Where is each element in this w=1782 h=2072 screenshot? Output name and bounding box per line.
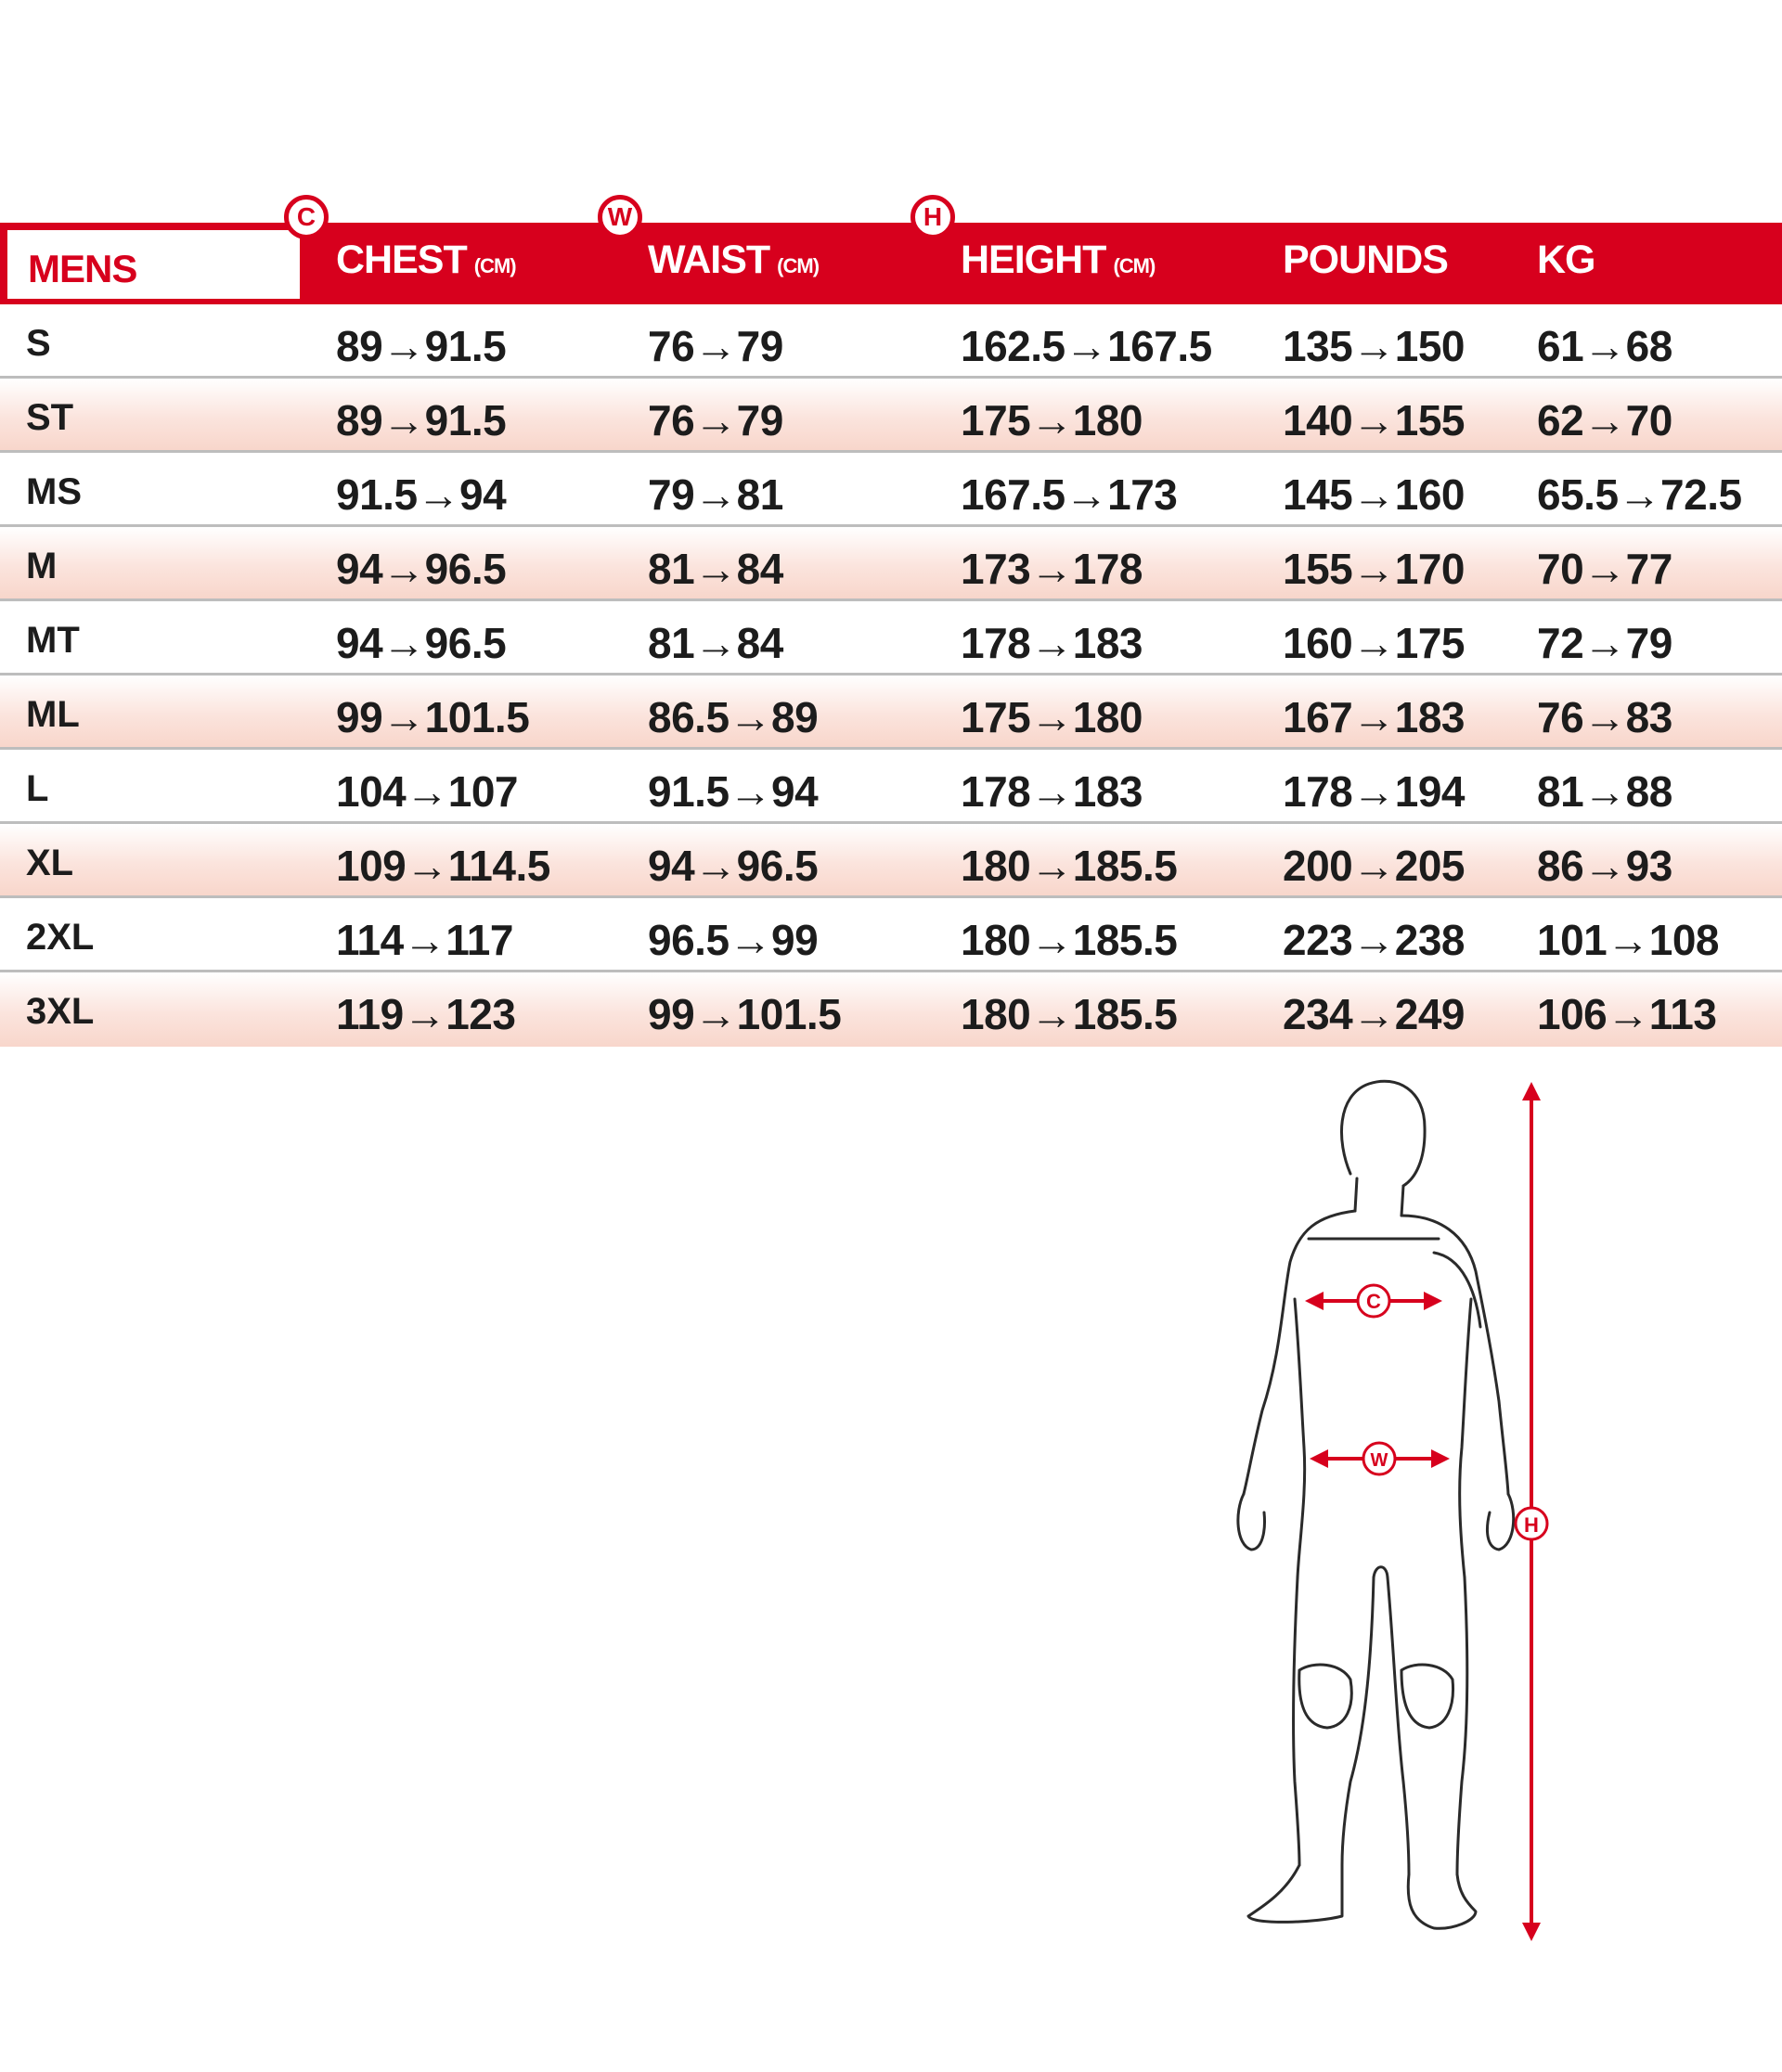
kg-cell: 61→68 xyxy=(1537,322,1672,370)
height-cell: 178→183 xyxy=(961,767,1143,816)
waist-cell: 96.5→99 xyxy=(648,916,819,964)
table-body xyxy=(0,304,1782,1047)
height-header xyxy=(961,238,1155,283)
size-chart-table xyxy=(0,195,1782,1047)
size-cell: 2XL xyxy=(26,917,95,958)
wetsuit-figure-outline xyxy=(1238,1081,1514,1928)
kg-cell: 101→108 xyxy=(1537,916,1719,964)
waist-cell: 86.5→89 xyxy=(648,693,819,741)
kg-cell: 86→93 xyxy=(1537,842,1672,890)
waist-header-unit: (CM) xyxy=(777,254,820,277)
height-cell: 167.5→173 xyxy=(961,470,1178,519)
size-cell: 3XL xyxy=(26,991,95,1032)
waist-badge-icon: W xyxy=(598,195,642,239)
chest-header-unit: (CM) xyxy=(473,254,516,277)
height-header-label: HEIGHT xyxy=(961,238,1106,282)
kg-cell: 72→79 xyxy=(1537,619,1672,667)
table-row xyxy=(0,972,1782,1047)
pounds-cell: 200→205 xyxy=(1283,842,1465,890)
chest-cell: 89→91.5 xyxy=(336,322,507,370)
pounds-cell: 145→160 xyxy=(1283,470,1465,519)
height-header-unit: (CM) xyxy=(1113,254,1156,277)
mens-label-box xyxy=(5,227,303,302)
table-row xyxy=(0,304,1782,379)
table-row xyxy=(0,453,1782,527)
waist-cell: 94→96.5 xyxy=(648,842,819,890)
mens-label: MENS xyxy=(28,247,137,290)
chest-cell: 94→96.5 xyxy=(336,545,507,593)
height-marker-label: H xyxy=(1524,1513,1539,1537)
chest-cell: 109→114.5 xyxy=(336,842,550,890)
pounds-cell: 135→150 xyxy=(1283,322,1465,370)
size-cell: ML xyxy=(26,694,80,735)
height-cell: 173→178 xyxy=(961,545,1143,593)
waist-header-label: WAIST xyxy=(648,238,770,282)
kg-cell: 62→70 xyxy=(1537,396,1672,444)
waist-marker-label: W xyxy=(1370,1450,1388,1471)
height-cell: 180→185.5 xyxy=(961,990,1178,1038)
kg-cell: 81→88 xyxy=(1537,767,1672,816)
table-row xyxy=(0,750,1782,824)
height-badge-icon: H xyxy=(910,195,955,239)
chest-cell: 104→107 xyxy=(336,767,518,816)
size-cell: L xyxy=(26,768,49,809)
table-row xyxy=(0,379,1782,453)
size-cell: MT xyxy=(26,620,80,661)
waist-cell: 91.5→94 xyxy=(648,767,819,816)
height-cell: 175→180 xyxy=(961,396,1143,444)
kg-header: KG xyxy=(1537,238,1595,282)
chest-badge-icon: C xyxy=(284,195,329,239)
chest-cell: 91.5→94 xyxy=(336,470,507,519)
size-cell: M xyxy=(26,546,58,586)
waist-cell: 76→79 xyxy=(648,322,783,370)
table-row xyxy=(0,824,1782,898)
table-row xyxy=(0,676,1782,750)
pounds-cell: 167→183 xyxy=(1283,693,1465,741)
height-cell: 180→185.5 xyxy=(961,916,1178,964)
chest-header xyxy=(336,238,516,283)
body-measurement-figure xyxy=(1197,1076,1615,1958)
table-row xyxy=(0,601,1782,676)
pounds-cell: 160→175 xyxy=(1283,619,1465,667)
chest-cell: 114→117 xyxy=(336,916,513,964)
table-row xyxy=(0,898,1782,972)
chest-cell: 119→123 xyxy=(336,990,516,1038)
chest-cell: 94→96.5 xyxy=(336,619,507,667)
waist-cell: 76→79 xyxy=(648,396,783,444)
table-header xyxy=(0,195,1782,304)
chest-cell: 99→101.5 xyxy=(336,693,530,741)
height-cell: 175→180 xyxy=(961,693,1143,741)
size-cell: S xyxy=(26,323,51,364)
height-cell: 180→185.5 xyxy=(961,842,1178,890)
chest-header-label: CHEST xyxy=(336,238,467,282)
waist-cell: 81→84 xyxy=(648,619,783,667)
waist-cell: 81→84 xyxy=(648,545,783,593)
waist-cell: 79→81 xyxy=(648,470,783,519)
pounds-cell: 178→194 xyxy=(1283,767,1465,816)
pounds-cell: 155→170 xyxy=(1283,545,1465,593)
waist-cell: 99→101.5 xyxy=(648,990,842,1038)
pounds-cell: 234→249 xyxy=(1283,990,1465,1038)
table-row xyxy=(0,527,1782,601)
pounds-header: POUNDS xyxy=(1283,238,1448,282)
height-cell: 162.5→167.5 xyxy=(961,322,1212,370)
kg-cell: 76→83 xyxy=(1537,693,1672,741)
kg-cell: 106→113 xyxy=(1537,990,1717,1038)
size-cell: MS xyxy=(26,471,82,512)
pounds-cell: 223→238 xyxy=(1283,916,1465,964)
size-cell: ST xyxy=(26,397,74,438)
chest-marker-label: C xyxy=(1366,1290,1381,1313)
waist-header xyxy=(648,238,819,283)
kg-cell: 70→77 xyxy=(1537,545,1672,593)
height-cell: 178→183 xyxy=(961,619,1143,667)
pounds-cell: 140→155 xyxy=(1283,396,1465,444)
kg-cell: 65.5→72.5 xyxy=(1537,470,1742,519)
chest-cell: 89→91.5 xyxy=(336,396,507,444)
size-cell: XL xyxy=(26,843,74,883)
